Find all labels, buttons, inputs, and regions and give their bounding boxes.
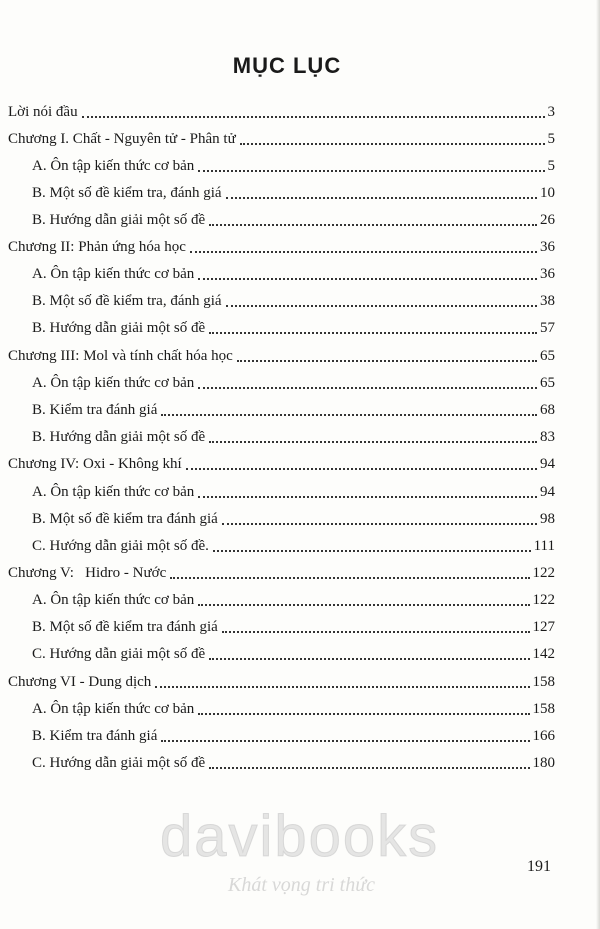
toc-entry-preface[interactable] xyxy=(8,99,555,121)
leader-dots xyxy=(198,496,537,498)
toc-entry-label: C. Hướng dẫn giải một số đề xyxy=(32,646,206,662)
toc-entry-label: B. Một số đề kiểm tra, đánh giá xyxy=(32,293,222,309)
toc-entry-label: A. Ôn tập kiến thức cơ bản xyxy=(32,266,195,282)
toc-entry-label: A. Ôn tập kiến thức cơ bản xyxy=(32,701,195,717)
toc-entry-label: B. Kiểm tra đánh giá xyxy=(32,402,158,418)
page-number: 191 xyxy=(527,858,551,875)
leader-dots xyxy=(209,332,537,334)
toc-entry-section[interactable] xyxy=(32,750,555,772)
toc-entry-label: B. Hướng dẫn giải một số đề xyxy=(32,212,206,228)
toc-entry-page: 65 xyxy=(540,348,555,364)
toc-entry-chapter-2[interactable] xyxy=(8,234,555,256)
toc-entry-section[interactable] xyxy=(32,723,555,745)
leader-dots xyxy=(170,577,529,579)
toc-entry-section[interactable] xyxy=(32,533,555,555)
toc-entry-page: 26 xyxy=(540,212,555,228)
toc-entry-section[interactable] xyxy=(32,506,555,528)
toc-entry-page: 10 xyxy=(540,185,555,201)
leader-dots xyxy=(209,767,529,769)
toc-entry-page: 98 xyxy=(540,511,555,527)
leader-dots xyxy=(190,251,537,253)
toc-entry-section[interactable] xyxy=(32,614,555,636)
leader-dots xyxy=(161,740,529,742)
toc-entry-label: C. Hướng dẫn giải một số đề. xyxy=(32,538,209,554)
toc-entry-section[interactable] xyxy=(32,261,555,283)
toc-entry-page: 65 xyxy=(540,375,555,391)
toc-entry-label: Chương II: Phản ứng hóa học xyxy=(8,239,186,255)
leader-dots xyxy=(155,686,529,688)
leader-dots xyxy=(198,387,537,389)
toc-entry-label: B. Một số đề kiểm tra, đánh giá xyxy=(32,185,222,201)
toc-entry-label: Chương VI - Dung dịch xyxy=(8,674,152,690)
page-title: MỤC LỤC xyxy=(232,53,342,78)
toc-entry-page: 180 xyxy=(532,755,555,771)
leader-dots xyxy=(198,278,537,280)
leader-dots xyxy=(226,197,537,199)
toc-entry-section[interactable] xyxy=(32,207,555,229)
toc-entry-page: 3 xyxy=(547,104,555,120)
leader-dots xyxy=(209,224,537,226)
watermark-logo: davibooks xyxy=(160,804,440,869)
toc-entry-section[interactable] xyxy=(32,479,555,501)
leader-dots xyxy=(222,523,537,525)
toc-entry-label: A. Ôn tập kiến thức cơ bản xyxy=(32,484,195,500)
leader-dots xyxy=(209,658,529,660)
toc-entry-page: 166 xyxy=(532,728,555,744)
toc-entry-page: 68 xyxy=(540,402,555,418)
toc-entry-section[interactable] xyxy=(32,315,555,337)
toc-entry-page: 142 xyxy=(532,646,555,662)
leader-dots xyxy=(198,713,529,715)
toc-entry-label: A. Ôn tập kiến thức cơ bản xyxy=(32,592,195,608)
leader-dots xyxy=(222,631,530,633)
toc-entry-label: Chương I. Chất - Nguyên tử - Phân tử xyxy=(8,131,236,147)
toc-entry-page: 5 xyxy=(547,131,555,147)
toc-entry-page: 122 xyxy=(532,565,555,581)
toc-entry-section[interactable] xyxy=(32,288,555,310)
page-edge-shadow xyxy=(596,0,600,929)
toc-entry-label: B. Kiểm tra đánh giá xyxy=(32,728,158,744)
toc-entry-page: 36 xyxy=(540,239,555,255)
leader-dots xyxy=(240,143,545,145)
toc-entry-chapter-5[interactable] xyxy=(8,560,555,582)
toc-entry-label: B. Hướng dẫn giải một số đề xyxy=(32,320,206,336)
toc-entry-page: 5 xyxy=(547,158,555,174)
toc-entry-section[interactable] xyxy=(32,424,555,446)
watermark-tagline: Khát vọng tri thức xyxy=(228,874,376,896)
toc-entry-section[interactable] xyxy=(32,180,555,202)
toc-entry-chapter-4[interactable] xyxy=(8,451,555,473)
toc-entry-page: 38 xyxy=(540,293,555,309)
leader-dots xyxy=(161,414,537,416)
toc-entry-page: 111 xyxy=(533,538,555,554)
leader-dots xyxy=(82,116,545,118)
leader-dots xyxy=(226,305,537,307)
toc-entry-section[interactable] xyxy=(32,641,555,663)
toc-entry-label: B. Một số đề kiểm tra đánh giá xyxy=(32,511,218,527)
toc-entry-page: 122 xyxy=(532,592,555,608)
toc-entry-section[interactable] xyxy=(32,587,555,609)
toc-entry-page: 57 xyxy=(540,320,555,336)
toc-entry-page: 94 xyxy=(540,456,555,472)
leader-dots xyxy=(198,170,544,172)
toc-entry-section[interactable] xyxy=(32,397,555,419)
leader-dots xyxy=(237,360,537,362)
toc-entry-page: 127 xyxy=(532,619,555,635)
toc-entry-page: 94 xyxy=(540,484,555,500)
toc-entry-label: A. Ôn tập kiến thức cơ bản xyxy=(32,375,195,391)
toc-entry-label: Chương IV: Oxi - Không khí xyxy=(8,456,182,472)
leader-dots xyxy=(198,604,529,606)
toc-entry-chapter-3[interactable] xyxy=(8,343,555,365)
toc-entry-page: 83 xyxy=(540,429,555,445)
toc-entry-chapter-1[interactable] xyxy=(8,126,555,148)
toc-entry-label: Chương III: Mol và tính chất hóa học xyxy=(8,348,233,364)
toc-entry-page: 158 xyxy=(532,674,555,690)
toc-entry-label: Lời nói đầu xyxy=(8,104,78,120)
toc-entry-label: B. Một số đề kiểm tra đánh giá xyxy=(32,619,218,635)
toc-entry-label: C. Hướng dẫn giải một số đề xyxy=(32,755,206,771)
leader-dots xyxy=(213,550,531,552)
toc-entry-section[interactable] xyxy=(32,153,555,175)
toc-entry-label: B. Hướng dẫn giải một số đề xyxy=(32,429,206,445)
leader-dots xyxy=(209,441,537,443)
toc-entry-page: 158 xyxy=(532,701,555,717)
toc-entry-chapter-6[interactable] xyxy=(8,669,555,691)
toc-entry-section[interactable] xyxy=(32,696,555,718)
toc-entry-label: A. Ôn tập kiến thức cơ bản xyxy=(32,158,195,174)
toc-entry-page: 36 xyxy=(540,266,555,282)
leader-dots xyxy=(186,468,537,470)
toc-entry-label: Chương V: Hidro - Nước xyxy=(8,565,167,581)
toc-entry-section[interactable] xyxy=(32,370,555,392)
